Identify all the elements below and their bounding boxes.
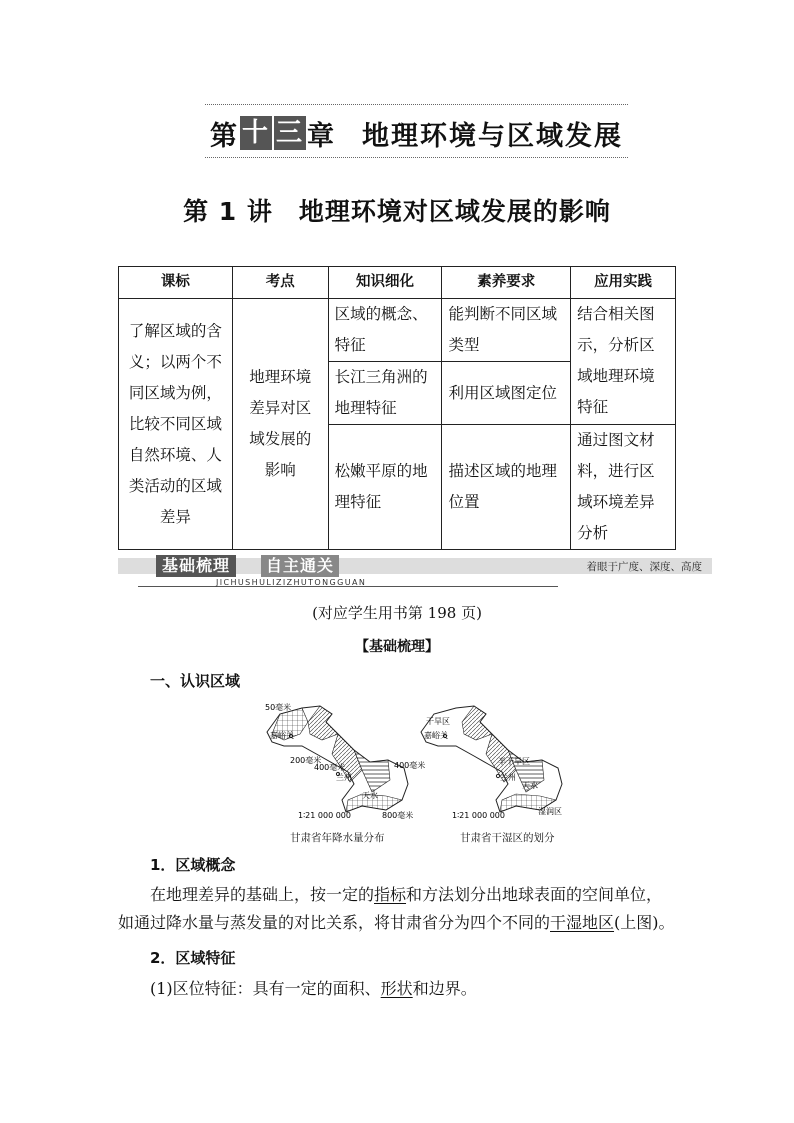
chapter-suffix: 章 <box>307 120 337 152</box>
map-left-label-6: 400毫米 <box>394 761 426 770</box>
map-left-label-3: 200毫米 <box>290 756 322 765</box>
banner-title-b: 自主通关 <box>261 555 339 577</box>
banner-title-a: 基础梳理 <box>156 555 236 577</box>
chapter-prefix: 第 <box>209 120 239 152</box>
map-left-label-4: 400毫米 <box>314 763 346 772</box>
banner-pinyin: JICHUSHULIZIZHUTONGGUAN <box>216 578 367 587</box>
map-right-label-5: 天水 <box>522 781 538 790</box>
chapter-bottom-rule <box>205 157 628 158</box>
cell-curriculum: 了解区域的含义；以两个不同区域为例，比较不同区域自然环境、人类活动的区域差异 <box>119 299 233 550</box>
map-left-scale: 1∶21 000 000 <box>298 811 351 820</box>
cell-practice-1: 结合相关图示，分析区域地理环境特征 <box>571 299 676 425</box>
section-banner <box>118 555 712 593</box>
textbook-reference: (对应学生用书第 198 页) <box>312 604 482 622</box>
map-right-label-1: 干旱区 <box>426 717 450 726</box>
header-curriculum: 课标 <box>119 267 233 299</box>
header-literacy: 素养要求 <box>442 267 571 299</box>
cell-practice-2: 通过图文材料，进行区域环境差异分析 <box>571 425 676 550</box>
map-right-caption: 甘肃省干湿区的划分 <box>460 832 555 844</box>
paragraph-2: (1)区位特征：具有一定的面积、形状和边界。 <box>150 979 477 998</box>
section-heading-1: 一、认识区域 <box>150 672 241 690</box>
map-left-label-2: 嘉峪关 <box>270 731 294 740</box>
cell-knowledge-1: 区域的概念、特征 <box>328 299 442 362</box>
precipitation-map <box>262 700 426 828</box>
section-bracket-title: 【基础梳理】 <box>355 639 439 655</box>
map-right-scale: 1∶21 000 000 <box>452 811 505 820</box>
cell-literacy-3: 描述区域的地理位置 <box>442 425 571 550</box>
map-left-label-8: 800毫米 <box>382 811 414 820</box>
cell-exam-point: 地理环境差异对区域发展的影响 <box>232 299 328 550</box>
underline-shape: 形状 <box>380 979 413 998</box>
underline-indicator: 指标 <box>374 885 407 904</box>
header-knowledge: 知识细化 <box>328 267 442 299</box>
lecture-title: 第 1 讲 地理环境对区域发展的影响 <box>183 197 611 226</box>
cell-literacy-1: 能判断不同区域类型 <box>442 299 571 362</box>
map-right-label-2: 嘉峪关 <box>424 731 448 740</box>
cell-knowledge-2: 长江三角洲的地理特征 <box>328 362 442 425</box>
map-left-label-1: 50毫米 <box>265 703 292 712</box>
chapter-num-1: 十 <box>241 118 270 148</box>
header-practice: 应用实践 <box>571 267 676 299</box>
header-exam-point: 考点 <box>232 267 328 299</box>
map-left-caption: 甘肃省年降水量分布 <box>290 832 385 844</box>
chapter-top-rule <box>205 104 628 105</box>
paragraph-1: 在地理差异的基础上，按一定的指标和方法划分出地球表面的空间单位，如通过降水量与蒸发量的对比关系，将甘肃省分为四个不同的干湿地区(上图)。 <box>118 885 675 932</box>
cell-literacy-2: 利用区域图定位 <box>442 362 571 425</box>
map-right-label-6: 湿润区 <box>538 807 562 816</box>
chapter-title: 地理环境与区域发展 <box>362 120 624 152</box>
banner-motto: 着眼于广度、深度、高度 <box>586 561 702 573</box>
table-header-row <box>119 267 676 299</box>
subheading-1: 1．区域概念 <box>150 856 236 874</box>
subheading-2: 2．区域特征 <box>150 949 236 967</box>
humidity-zone-map <box>416 700 576 828</box>
cell-knowledge-3: 松嫩平原的地理特征 <box>328 425 442 550</box>
map-left-label-5: 兰州 <box>336 773 352 782</box>
map-left-label-7: 天水 <box>362 791 378 800</box>
standards-table <box>118 266 676 550</box>
map-right-label-3: 半干旱区 <box>498 757 530 766</box>
chapter-heading <box>205 112 628 154</box>
underline-dry-wet-regions: 干湿地区 <box>550 913 615 932</box>
chapter-num-2: 三 <box>276 118 305 148</box>
map-right-label-4: 兰州 <box>500 773 516 782</box>
